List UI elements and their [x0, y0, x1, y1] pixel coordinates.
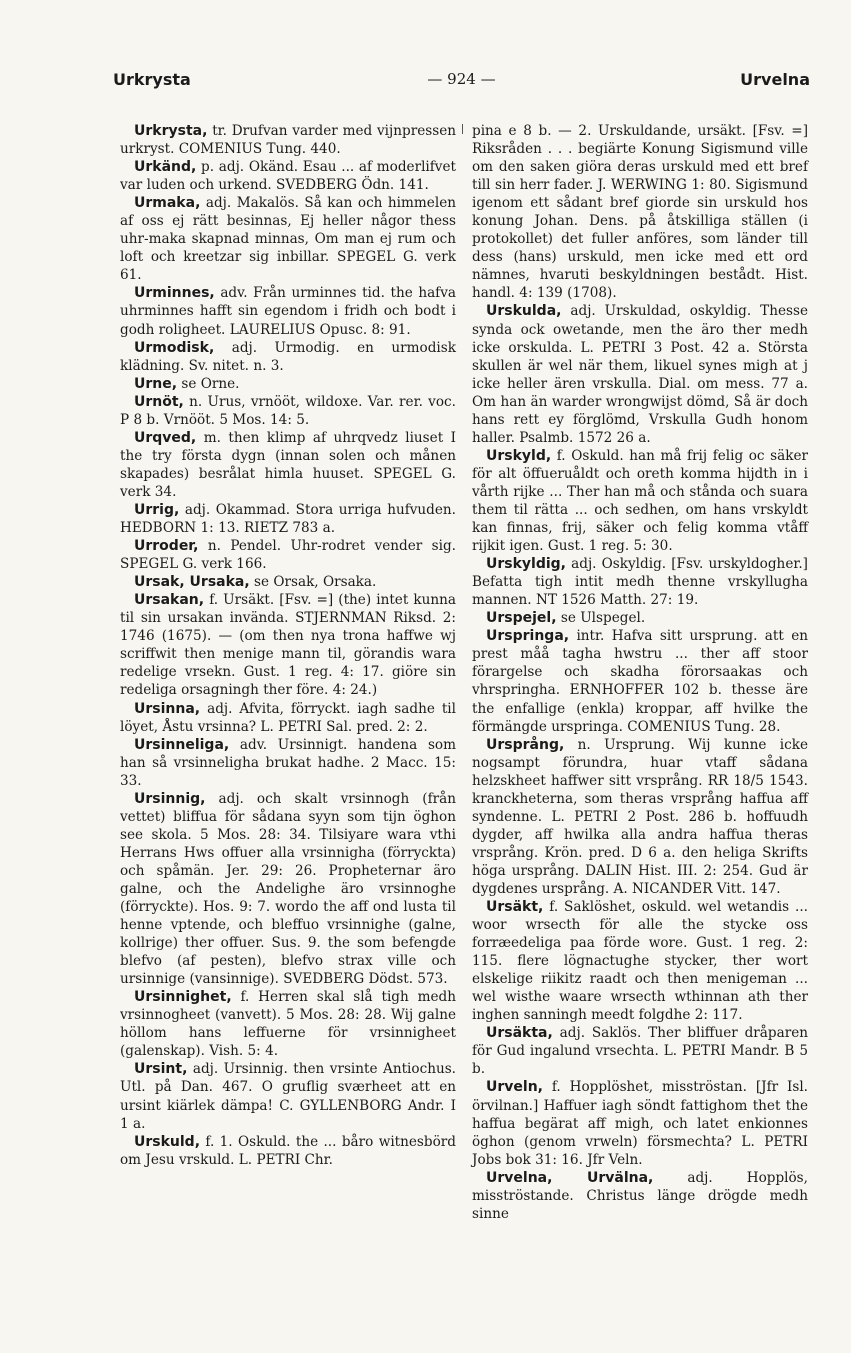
left-column [120, 122, 456, 1169]
entry-headword: Ursinneliga, [134, 736, 230, 753]
entry-headword: Ursinnig, [134, 790, 206, 807]
entry-headword: Urnöt, [134, 393, 184, 410]
dictionary-entry [472, 609, 808, 627]
entry-text: p. adj. Okänd. Esau ... af moderlifvet var luden och urkend. SVEDBERG Ödn. 141. [120, 159, 456, 194]
dictionary-entry [120, 501, 456, 537]
dictionary-entry [472, 898, 808, 1024]
dictionary-entry [472, 1024, 808, 1078]
entry-headword: Urskuld, [134, 1133, 201, 1150]
entry-headword: Urminnes, [134, 285, 215, 302]
entry-headword: Ursak, Ursaka, [134, 574, 250, 591]
dictionary-entry [472, 627, 808, 735]
entry-text: f. Ursäkt. [Fsv. =] (the) intet kunna til sin ursakan invända. STJERNMAN Riksd. 2: 1746 (1675). — (om then nya trona haffwe wj scriffwit then menige mann til, görandis wara redelige vrsekn. Gust. 1 reg. 4: 17. giöre sin redeliga orsagningh ther före. 4: 24.) [120, 592, 456, 699]
page-number: — 924 — [427, 70, 496, 88]
entry-text: adv. Från urminnes tid. the hafva uhrminnes hafft sin egendom i fridh och bodt i godh roligheet. LAURELIUS Opusc. 8: 91. [120, 285, 456, 338]
dictionary-entry [472, 1078, 808, 1168]
entry-headword: Urspejel, [486, 610, 557, 627]
dictionary-entry [472, 447, 808, 555]
entry-headword: Urskulda, [486, 303, 562, 320]
entry-headword: Urskyldig, [486, 556, 567, 573]
entry-text: adj. Oskyldig. [Fsv. urskyldogher.] Befatta tigh intit medh thenne vrskyllugha mannen. NT 1526 Matth. 27: 19. [472, 556, 808, 609]
dictionary-entry [120, 736, 456, 790]
entry-text: intr. Hafva sitt ursprung. att en prest måå tagha hwstru ... ther aff stoor förargelse och skadha förorsaakas och vhrspringha. ERNHOFFER 102 b. thesse äre the enfallige (enkla) kroppar, aff hvilke the förmängde urspringa. COMENIUS Tung. 28. [472, 628, 808, 735]
entry-text: f. 1. Oskuld. the ... båro witnesbörd om Jesu vrskuld. L. PETRI Chr. [120, 1133, 456, 1168]
entry-text: f. Saklöshet, oskuld. wel wetandis ... woor wrsecth för alle the stycke oss forræedeliga paa förde wore. Gust. 1 reg. 2: 115. flere lögnactughe stycker, ther wort elskelige riikitz raadt och then menigeman ... wel wisthe waare wrsecth wthinnan ath ther inghen sanningh meedt folgdhe 2: 117. [472, 899, 808, 1024]
entry-text: f. Herren skal slå tigh medh vrsinnogheet (vanvett). 5 Mos. 28: 28. Wij galne höllom hans leffuerne för vrsinnigheet (galenskap). Vish. 5: 4. [120, 989, 456, 1060]
entry-headword: Urne, [134, 375, 178, 392]
entry-headword: Urqved, [134, 429, 197, 446]
entry-headword: Ursinnighet, [134, 989, 232, 1006]
entry-headword: Urrig, [134, 501, 180, 518]
entry-headword: Urkänd, [134, 159, 197, 176]
entry-headword: Urroder, [134, 538, 199, 555]
dictionary-entry [472, 555, 808, 609]
entry-headword: Urkrysta, [134, 123, 208, 139]
entry-text: adj. Urmodig. en urmodisk klädning. Sv. nitet. n. 3. [120, 339, 456, 374]
entry-headword: Urmodisk, [134, 339, 215, 356]
right-column [472, 122, 808, 1223]
entry-text: adj. Afvita, förryckt. iagh sadhe til löyet, Åstu vrsinna? L. PETRI Sal. pred. 2: 2. [120, 700, 456, 735]
entry-text: adj. Urskuldad, oskyldig. Thesse synda ock owetande, men the äro ther medh icke orskulda. L. PETRI 3 Post. 42 a. Största skullen är wel när them, likuel synes migh at j icke heller ären vrskulla. Dial. om mess. 77 a. Om han än warder wrongwijst dömd, Så är doch hans rett ey förglömd, Vrskulla Gudh honom haller. Psalmb. 1572 26 a. [472, 303, 808, 446]
entry-headword: Urmaka, [134, 195, 201, 212]
dictionary-entry [120, 573, 456, 591]
entry-text: adj. Hopplös, misströstande. Christus länge drögde medh sinne [472, 1169, 808, 1222]
dictionary-entry [120, 158, 456, 194]
entry-text: n. Ursprung. Wij kunne icke nogsampt förundra, huar vtaff sådana helzskheet haffwer sitt vrsprång. RR 18/5 1543. kranckheterna, som theras vrsprång haffua aff syndenne. L. PETRI 2 Post. 286 b. hoffuudh dygder, aff hwilka alla andra haffua theras vrsprång. Krön. pred. D 6 a. den heliga Skrifts höga ursprång. DALIN Hist. III. 2: 254. Gud är dygdenes ursprång. A. NICANDER Vitt. 147. [472, 736, 808, 897]
entry-text: n. Urus, vrnööt, wildoxe. Var. rer. voc. P 8 b. Vrnööt. 5 Mos. 14: 5. [120, 393, 456, 428]
entry-text: f. Oskuld. han må frij felig oc säker för alt öffueruåldt och oreth komma hijdth in i vårth rijke ... Ther han må och stånda och suara them til rätta ... och sedhen, om hans vrskyldt kan finnas, frij, säker och felig komma vtåff rijkit igen. Gust. 1 reg. 5: 30. [472, 447, 808, 555]
dictionary-entry [120, 1060, 456, 1132]
entry-headword: Ursprång, [486, 736, 565, 753]
dictionary-entry [120, 375, 456, 393]
entry-text: se Ulspegel. [556, 610, 646, 627]
dictionary-entry [120, 284, 456, 338]
entry-text: m. then klimp af uhrqvedz liuset I the try första dygn (innan solen och månen skapades) besrålat himla huuset. SPEGEL G. verk 34. [120, 429, 456, 500]
continued-entry [472, 122, 808, 302]
dictionary-entry [120, 1133, 456, 1169]
entry-text: adj. Saklös. Ther bliffuer dråparen för Gud ingalund vrsechta. L. PETRI Mandr. B 5 b. [472, 1025, 808, 1078]
dictionary-entry [472, 302, 808, 446]
entry-headword: Urskyld, [486, 447, 552, 464]
entry-headword: Urspringa, [486, 628, 570, 645]
entry-text: f. Hopplöshet, misströstan. [Jfr Isl. örvilnan.] Haffuer iagh söndt fattighom thet the haffua begärat aff migh, och latet enkionnes öghon (genom vrweln) försmechta? L. PETRI Jobs bok 31: 16. Jfr Veln. [472, 1079, 808, 1168]
entry-text: adj. Ursinnig. then vrsinte Antiochus. Utl. på Dan. 467. O gruflig sværheet att en ursint kiärlek dämpa! C. GYLLENBORG Andr. I 1 a. [120, 1061, 456, 1132]
dictionary-entry [120, 790, 456, 989]
dictionary-entry [120, 700, 456, 736]
running-header [113, 70, 810, 94]
entry-text: tr. Drufvan varder med vijnpressen urkryst. COMENIUS Tung. 440. [120, 123, 456, 158]
entry-headword: Ursakan, [134, 592, 205, 609]
entry-headword: Ursäkta, [486, 1025, 553, 1042]
entry-headword: Ursint, [134, 1061, 188, 1078]
dictionary-entry [120, 122, 456, 158]
entry-text: n. Pendel. Uhr-rodret vender sig. SPEGEL G. verk 166. [120, 538, 456, 573]
entry-text: adj. och skalt vrsinnogh (från vettet) bliffua för sådana syyn som tijn öghon see skola. 5 Mos. 28: 34. Tilsiyare wara vthi Herrans Hws offuer alla vrsinnigha (förryckta) och spåmän. Jer. 29: 26. Propheternar äro galne, och the Andelighe äro vrsinnoghe (förryckte). Hos. 9: 7. wordo the aff ond lusta til henne vptende, och bleffuo vrsinnighe (galne, kollrige) ther offuer. Sus. 9. the som befengde blefvo (af pesten), blefvo strax ville och ursinnige (vansinnige). SVEDBERG Dödst. 573. [120, 790, 456, 988]
entry-headword: Ursäkt, [486, 899, 544, 916]
dictionary-entry [472, 736, 808, 898]
entry-text: se Orne. [177, 375, 240, 392]
entry-text: pina e 8 b. — 2. Urskuldande, ursäkt. [Fsv. =] Riksråden . . . begiärte Konung Sigismund ville om den saken giöra deras urskuld med ett bref till sin herr fader. J. WERWING 1: 80. Sigismund igenom ett sådant bref giorde sin urskuld hos konung Johan. Dens. på åtskilliga ställen (i protokollet) det fuller anföres, som länder till dess (hans) urskuld, men icke med ett ord nämnes, hvaruti beskyldningen bestådt. Hist. handl. 4: 139 (1708). [472, 123, 808, 302]
header-left-word: Urkrysta [113, 70, 191, 89]
entry-headword: Urveln, [486, 1079, 543, 1096]
entry-text: adj. Makalös. Så kan och himmelen af oss ej rätt besinnas, Ej heller någor thess uhr-maka skapnad minnas, Om man ej rum och loft och kreetzar sig inbillar. SPEGEL G. verk 61. [120, 195, 456, 284]
entry-text: adj. Okammad. Stora urriga hufvuden. HEDBORN 1: 13. RIETZ 783 a. [120, 501, 456, 537]
header-right-word: Urvelna [740, 70, 810, 89]
dictionary-entry [120, 194, 456, 284]
dictionary-entry [472, 1169, 808, 1223]
entry-text: se Orsak, Orsaka. [249, 574, 377, 591]
entry-headword: Urvelna, Urvälna, [486, 1169, 654, 1186]
dictionary-entry [120, 393, 456, 429]
dictionary-entry [120, 537, 456, 573]
entry-headword: Ursinna, [134, 700, 201, 717]
dictionary-entry [120, 988, 456, 1060]
dictionary-entry [120, 429, 456, 501]
dictionary-entry [120, 339, 456, 375]
entry-text: adv. Ursinnigt. handena som han så vrsinneligha brukat hadhe. 2 Macc. 15: 33. [120, 736, 456, 789]
dictionary-entry [120, 591, 456, 699]
column-divider [462, 124, 463, 134]
